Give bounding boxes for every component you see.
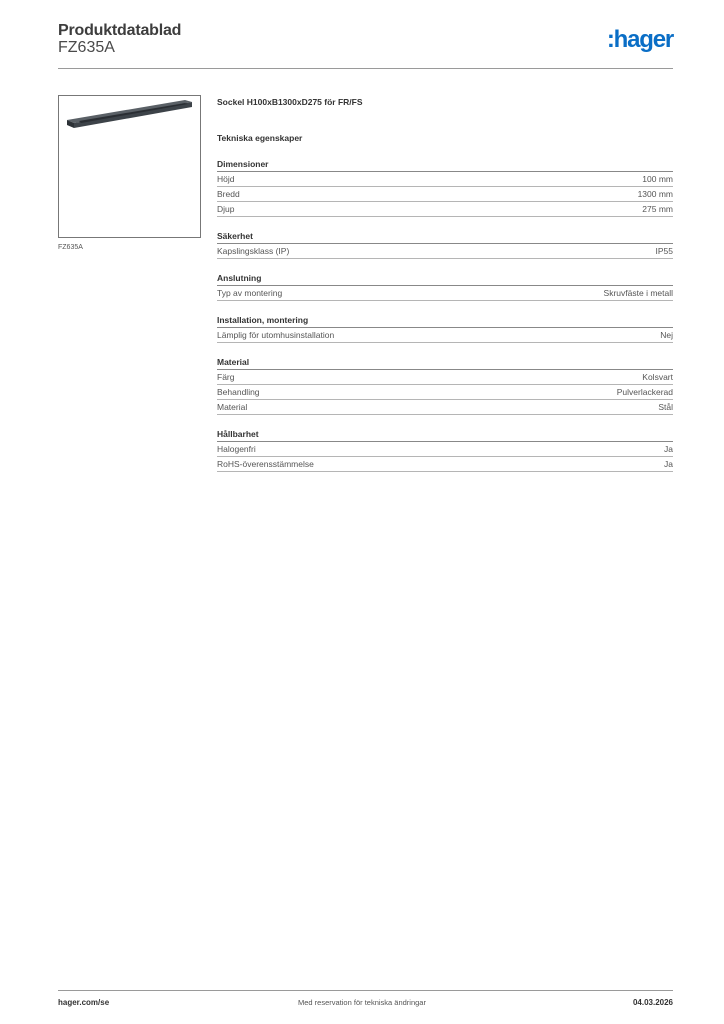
property-label: Färg <box>217 372 235 382</box>
property-value: Nej <box>660 330 673 340</box>
footer-website: hager.com/se <box>58 998 110 1007</box>
property-row <box>217 286 673 301</box>
property-label: Kapslingsklass (IP) <box>217 246 290 256</box>
footer-divider <box>58 990 673 991</box>
property-label: Höjd <box>217 174 235 184</box>
image-caption: FZ635A <box>58 244 83 251</box>
property-label: Lämplig för utomhusinstallation <box>217 330 335 340</box>
property-row <box>217 457 673 472</box>
product-name: Sockel H100xB1300xD275 för FR/FS <box>217 97 363 107</box>
section-title: Installation, montering <box>217 315 673 328</box>
footer-date: 04.03.2026 <box>632 998 673 1007</box>
property-value: Kolsvart <box>642 372 673 382</box>
property-sections <box>217 159 673 472</box>
property-value: Ja <box>664 459 673 469</box>
property-row <box>217 400 673 415</box>
product-code: FZ635A <box>58 39 115 56</box>
property-label: Typ av montering <box>217 288 283 298</box>
property-value: Stål <box>658 402 673 412</box>
section-title: Anslutning <box>217 273 673 286</box>
property-value: 100 mm <box>642 174 673 184</box>
property-section <box>217 357 673 415</box>
plinth-icon <box>59 96 202 239</box>
property-row <box>217 370 673 385</box>
property-row <box>217 187 673 202</box>
property-section <box>217 159 673 217</box>
technical-properties-heading: Tekniska egenskaper <box>217 133 303 143</box>
property-section <box>217 315 673 343</box>
property-label: Behandling <box>217 387 260 397</box>
property-value: IP55 <box>655 246 673 256</box>
property-value: Ja <box>664 444 673 454</box>
property-value: Skruvfäste i metall <box>603 288 673 298</box>
property-section <box>217 429 673 472</box>
section-title: Dimensioner <box>217 159 673 172</box>
property-label: Material <box>217 402 248 412</box>
property-row <box>217 442 673 457</box>
property-value: 275 mm <box>642 204 673 214</box>
property-label: Halogenfri <box>217 444 256 454</box>
hager-logo: :hager <box>606 26 673 53</box>
property-section <box>217 273 673 301</box>
property-row <box>217 202 673 217</box>
property-label: RoHS-överensstämmelse <box>217 459 314 469</box>
property-value: Pulverlackerad <box>616 387 673 397</box>
section-title: Material <box>217 357 673 370</box>
section-title: Hållbarhet <box>217 429 673 442</box>
property-row <box>217 328 673 343</box>
document-title: Produktdatablad <box>58 22 182 39</box>
product-image <box>58 95 201 238</box>
datasheet-content <box>217 97 673 472</box>
section-title: Säkerhet <box>217 231 673 244</box>
property-value: 1300 mm <box>637 189 673 199</box>
property-row <box>217 172 673 187</box>
property-row <box>217 385 673 400</box>
header-divider <box>58 68 673 69</box>
property-label: Bredd <box>217 189 240 199</box>
property-row <box>217 244 673 259</box>
page-header <box>58 20 673 70</box>
footer-disclaimer: Med reservation för tekniska ändringar <box>298 998 426 1007</box>
property-section <box>217 231 673 259</box>
property-label: Djup <box>217 204 235 214</box>
